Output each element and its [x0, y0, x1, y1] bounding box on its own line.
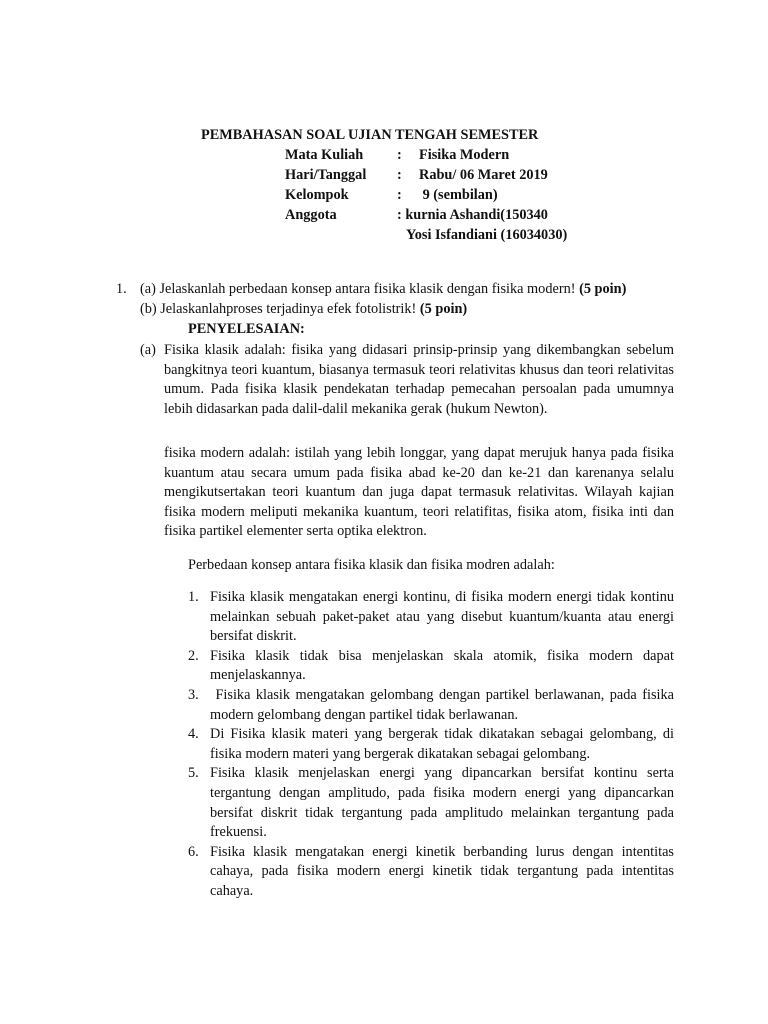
list-item-text: Fisika klasik mengatakan energi kinetik berbanding lurus dengan intentitas cahaya, pada fisika modern energi kinetik tidak tergantung pada intentitas cahaya.	[210, 843, 674, 899]
question-b-points: (5 poin)	[419, 301, 468, 317]
question-number: 1.	[116, 281, 127, 297]
meta-label: Mata Kuliah	[285, 147, 364, 163]
meta-value: Yosi Isfandiani (16034030)	[406, 227, 568, 243]
list-item	[188, 647, 674, 686]
document-title: PEMBAHASAN SOAL UJIAN TENGAH SEMESTER	[201, 127, 539, 143]
question-a-points: (5 poin)	[579, 281, 627, 297]
list-item-number: 1.	[188, 589, 199, 605]
question-a	[140, 280, 626, 300]
meta-value: Rabu/ 06 Maret 2019	[419, 167, 548, 183]
differences-list	[188, 588, 678, 902]
meta-colon: :	[397, 167, 402, 183]
meta-colon: :	[397, 147, 402, 163]
list-item-number: 2.	[188, 647, 199, 664]
meta-label: Kelompok	[285, 187, 349, 203]
question-a-text: (a) Jelaskanlah perbedaan konsep antara fisika klasik dengan fisika modern!	[140, 281, 580, 297]
list-item-text: Di Fisika klasik materi yang bergerak tidak dikatakan sebagai gelombang, di fisika modern materi yang bergerak dikatakan sebagai gelombang.	[210, 726, 674, 762]
paragraph-perbedaan-intro: Perbedaan konsep antara fisika klasik dan fisika modren adalah:	[188, 557, 555, 573]
meta-label: Hari/Tanggal	[285, 167, 367, 183]
list-item-number: 5.	[188, 765, 199, 782]
answer-a-label: (a)	[140, 342, 156, 358]
paragraph-fisika-klasik: Fisika klasik adalah: fisika yang didasari prinsip-prinsip yang dikembangkan sebelum bangkitnya teori kuantum, biasanya termasuk teori relativitas khusus dan teori relativitas umum. Pada fisika klasik pendekatan terhadap pemecahan persoalan pada umumnya lebih didasarkan pada dalil-dalil mekanika gerak (hukum Newton).	[164, 342, 674, 417]
list-item	[188, 725, 674, 764]
meta-value: : kurnia Ashandi(150340	[397, 207, 548, 223]
list-item	[188, 764, 674, 842]
meta-value: 9 (sembilan)	[419, 187, 498, 203]
meta-colon: :	[397, 187, 402, 203]
list-item-number: 6.	[188, 843, 199, 860]
list-item	[188, 686, 678, 725]
question-b	[140, 300, 467, 320]
meta-label: Anggota	[285, 207, 337, 223]
list-item-text: Fisika klasik menjelaskan energi yang dipancarkan bersifat kontinu serta tergantung dengan amplitudo, pada fisika modern energi yang dipancarkan bersifat diskrit tidak tergantung pada amplitudo melainkan tergantung pada frekuensi.	[210, 765, 674, 841]
meta-value: Fisika Modern	[419, 147, 510, 163]
list-item	[188, 588, 674, 647]
list-item-number: 4.	[188, 726, 199, 743]
list-item-text: Fisika klasik mengatakan energi kontinu, di fisika modern energi tidak kontinu melainkan sebuah paket-paket atau yang disebut kuantum/kuanta atau energi bersifat diskrit.	[210, 589, 674, 645]
question-b-text: (b) Jelaskanlahproses terjadinya efek fotolistrik!	[140, 301, 420, 317]
answer-heading: PENYELESAIAN:	[188, 321, 305, 337]
list-item-text: Fisika klasik mengatakan gelombang dengan partikel berlawanan, pada fisika modern gelombang dengan partikel tidak berlawanan.	[210, 686, 678, 723]
list-item	[188, 843, 674, 902]
list-item-text: Fisika klasik tidak bisa menjelaskan skala atomik, fisika modern dapat menjelaskannya.	[210, 647, 674, 684]
list-item-number: 3.	[188, 686, 199, 703]
paragraph-fisika-modern: fisika modern adalah: istilah yang lebih longgar, yang dapat merujuk hanya pada fisika kuantum atau secara umum pada fisika abad ke-20 dan ke-21 dan karenanya selalu mengikutsertakan teori kuantum dan juga dapat termasuk relativitas. Wilayah kajian fisika modern meliputi mekanika kuantum, teori relatifitas, fisika atom, fisika inti dan fisika partikel elementer serta optika elektron.	[164, 445, 674, 540]
